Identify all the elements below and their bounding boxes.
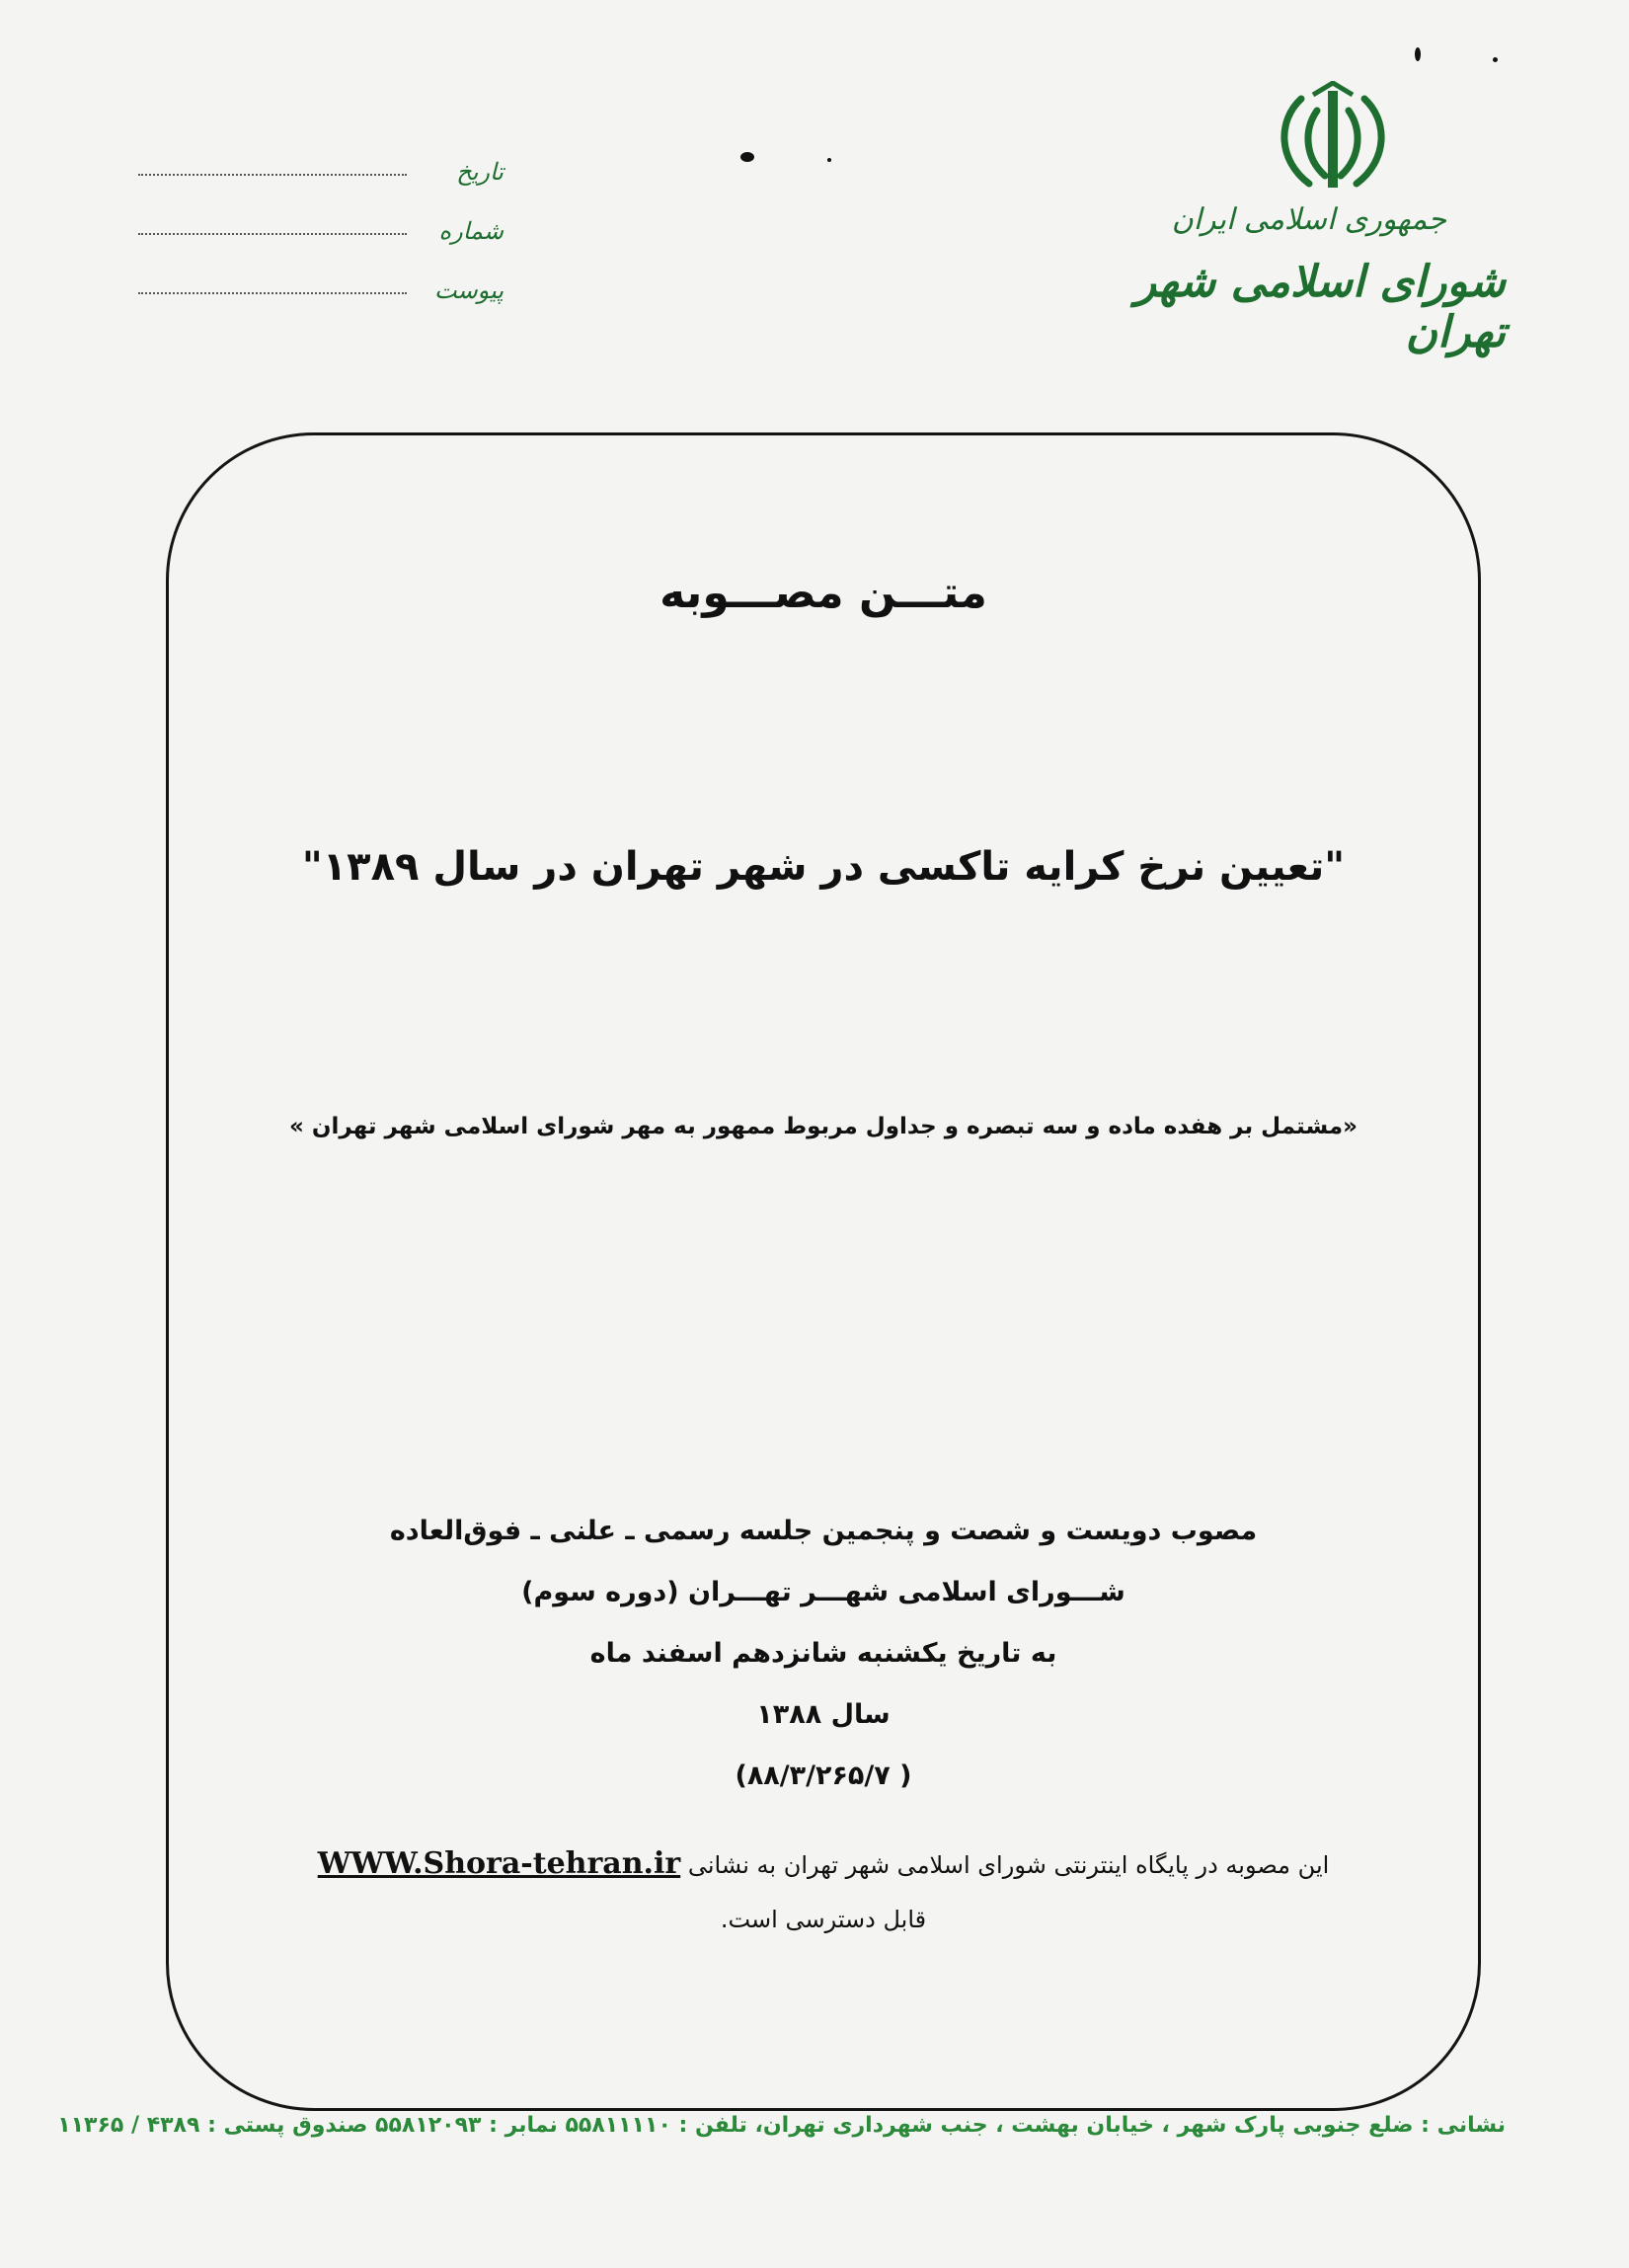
iran-emblem-icon bbox=[1264, 81, 1402, 199]
scan-speck bbox=[740, 152, 754, 162]
date-label: تاریخ bbox=[456, 158, 504, 186]
attachment-blank bbox=[138, 291, 407, 294]
website-note-line bbox=[166, 1837, 1481, 1892]
approval-block bbox=[166, 1501, 1481, 1807]
approval-council: شـــورای اسلامی شهـــر تهـــران (دوره سوم) bbox=[521, 1577, 1125, 1607]
website-link[interactable]: WWW.Shora-tehran.ir bbox=[317, 1846, 681, 1881]
attachment-field bbox=[138, 245, 504, 304]
scan-speck bbox=[1493, 57, 1498, 62]
resolution-scope: «مشتمل بر هفده ماده و سه تبصره و جداول مربوط ممهور به مهر شورای اسلامی شهر تهران » bbox=[289, 1114, 1358, 1139]
document-title: متـــن مصـــوبه bbox=[659, 568, 987, 618]
footer-address: نشانی : ضلع جنوبی پارک شهر ، خیابان بهشت ، جنب شهرداری تهران، تلفن : ۵۵۸۱۱۱۱۰ نمابر : ۵۵۸۱۲۰۹۳ صندوق پستی : ۴۳۸۹ / ۱۱۳۶۵ bbox=[57, 2113, 1506, 2138]
attachment-label: پیوست bbox=[434, 276, 504, 304]
resolution-subject: "تعیین نرخ کرایه تاکسی در شهر تهران در سال ۱۳۸۹" bbox=[301, 844, 1346, 890]
date-field bbox=[138, 126, 504, 186]
number-label: شماره bbox=[438, 217, 504, 245]
approval-session: مصوب دویست و شصت و پنجمین جلسه رسمی ـ علنی ـ فوق‌العاده bbox=[389, 1516, 1258, 1546]
issuer-block bbox=[1091, 202, 1506, 357]
website-note-suffix: قابل دسترسی است. bbox=[720, 1906, 927, 1933]
approval-date: به تاریخ یکشنبه شانزدهم اسفند ماه bbox=[589, 1638, 1057, 1669]
website-note-prefix: این مصوبه در پایگاه اینترنتی شورای اسلامی شهر تهران به نشانی bbox=[687, 1851, 1330, 1879]
scan-speck bbox=[1415, 47, 1421, 61]
website-note bbox=[166, 1837, 1481, 1947]
council-name: شورای اسلامی شهر تهران bbox=[1134, 257, 1506, 357]
approval-reference-number: ( ۸۸/۳/۲۶۵/۷) bbox=[735, 1760, 912, 1791]
approval-year: سال ۱۳۸۸ bbox=[756, 1699, 891, 1730]
republic-name: جمهوری اسلامی ایران bbox=[1171, 202, 1446, 237]
number-blank bbox=[138, 232, 407, 235]
scan-speck bbox=[827, 158, 831, 162]
number-field bbox=[138, 186, 504, 245]
date-blank bbox=[138, 173, 407, 176]
letter-fields bbox=[138, 126, 504, 304]
